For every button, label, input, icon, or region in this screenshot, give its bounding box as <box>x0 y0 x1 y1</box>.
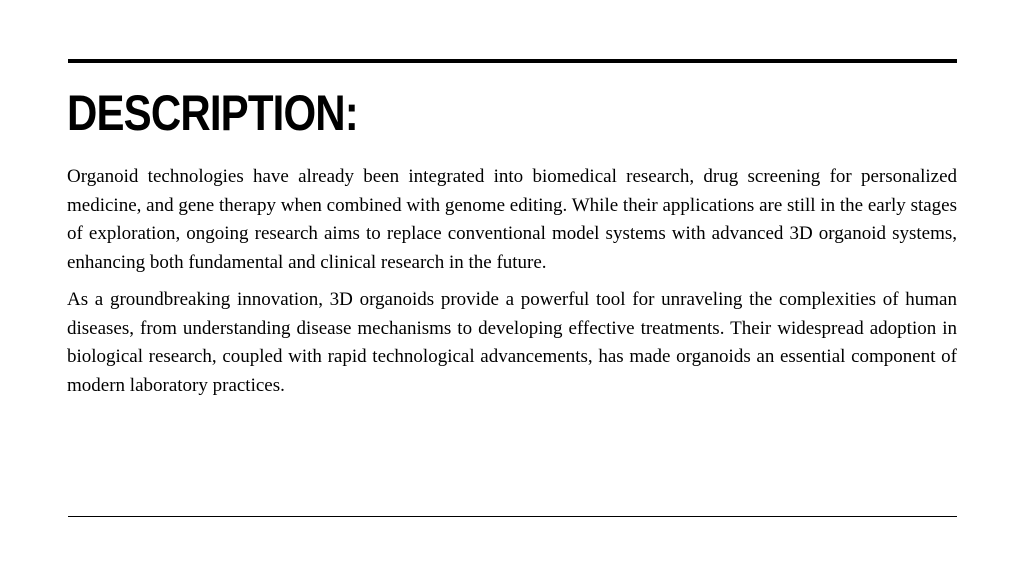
slide-body <box>67 163 957 409</box>
top-divider <box>68 59 957 63</box>
bottom-divider <box>68 516 957 517</box>
slide-title: DESCRIPTION: <box>67 85 358 141</box>
body-paragraph-2: As a groundbreaking innovation, 3D organoids provide a powerful tool for unraveling the complexities of human diseases, from understanding disease mechanisms to developing effective treatments. Their widespread adoption in biological research, coupled with rapid technological advancements, has made organoids an essential component of modern laboratory practices. <box>67 289 957 396</box>
body-paragraph-1: Organoid technologies have already been integrated into biomedical research, drug screening for personalized medicine, and gene therapy when combined with genome editing. While their applications are still in the early stages of exploration, ongoing research aims to replace conventional model systems with advanced 3D organoid systems, enhancing both fundamental and clinical research in the future. <box>67 166 957 273</box>
